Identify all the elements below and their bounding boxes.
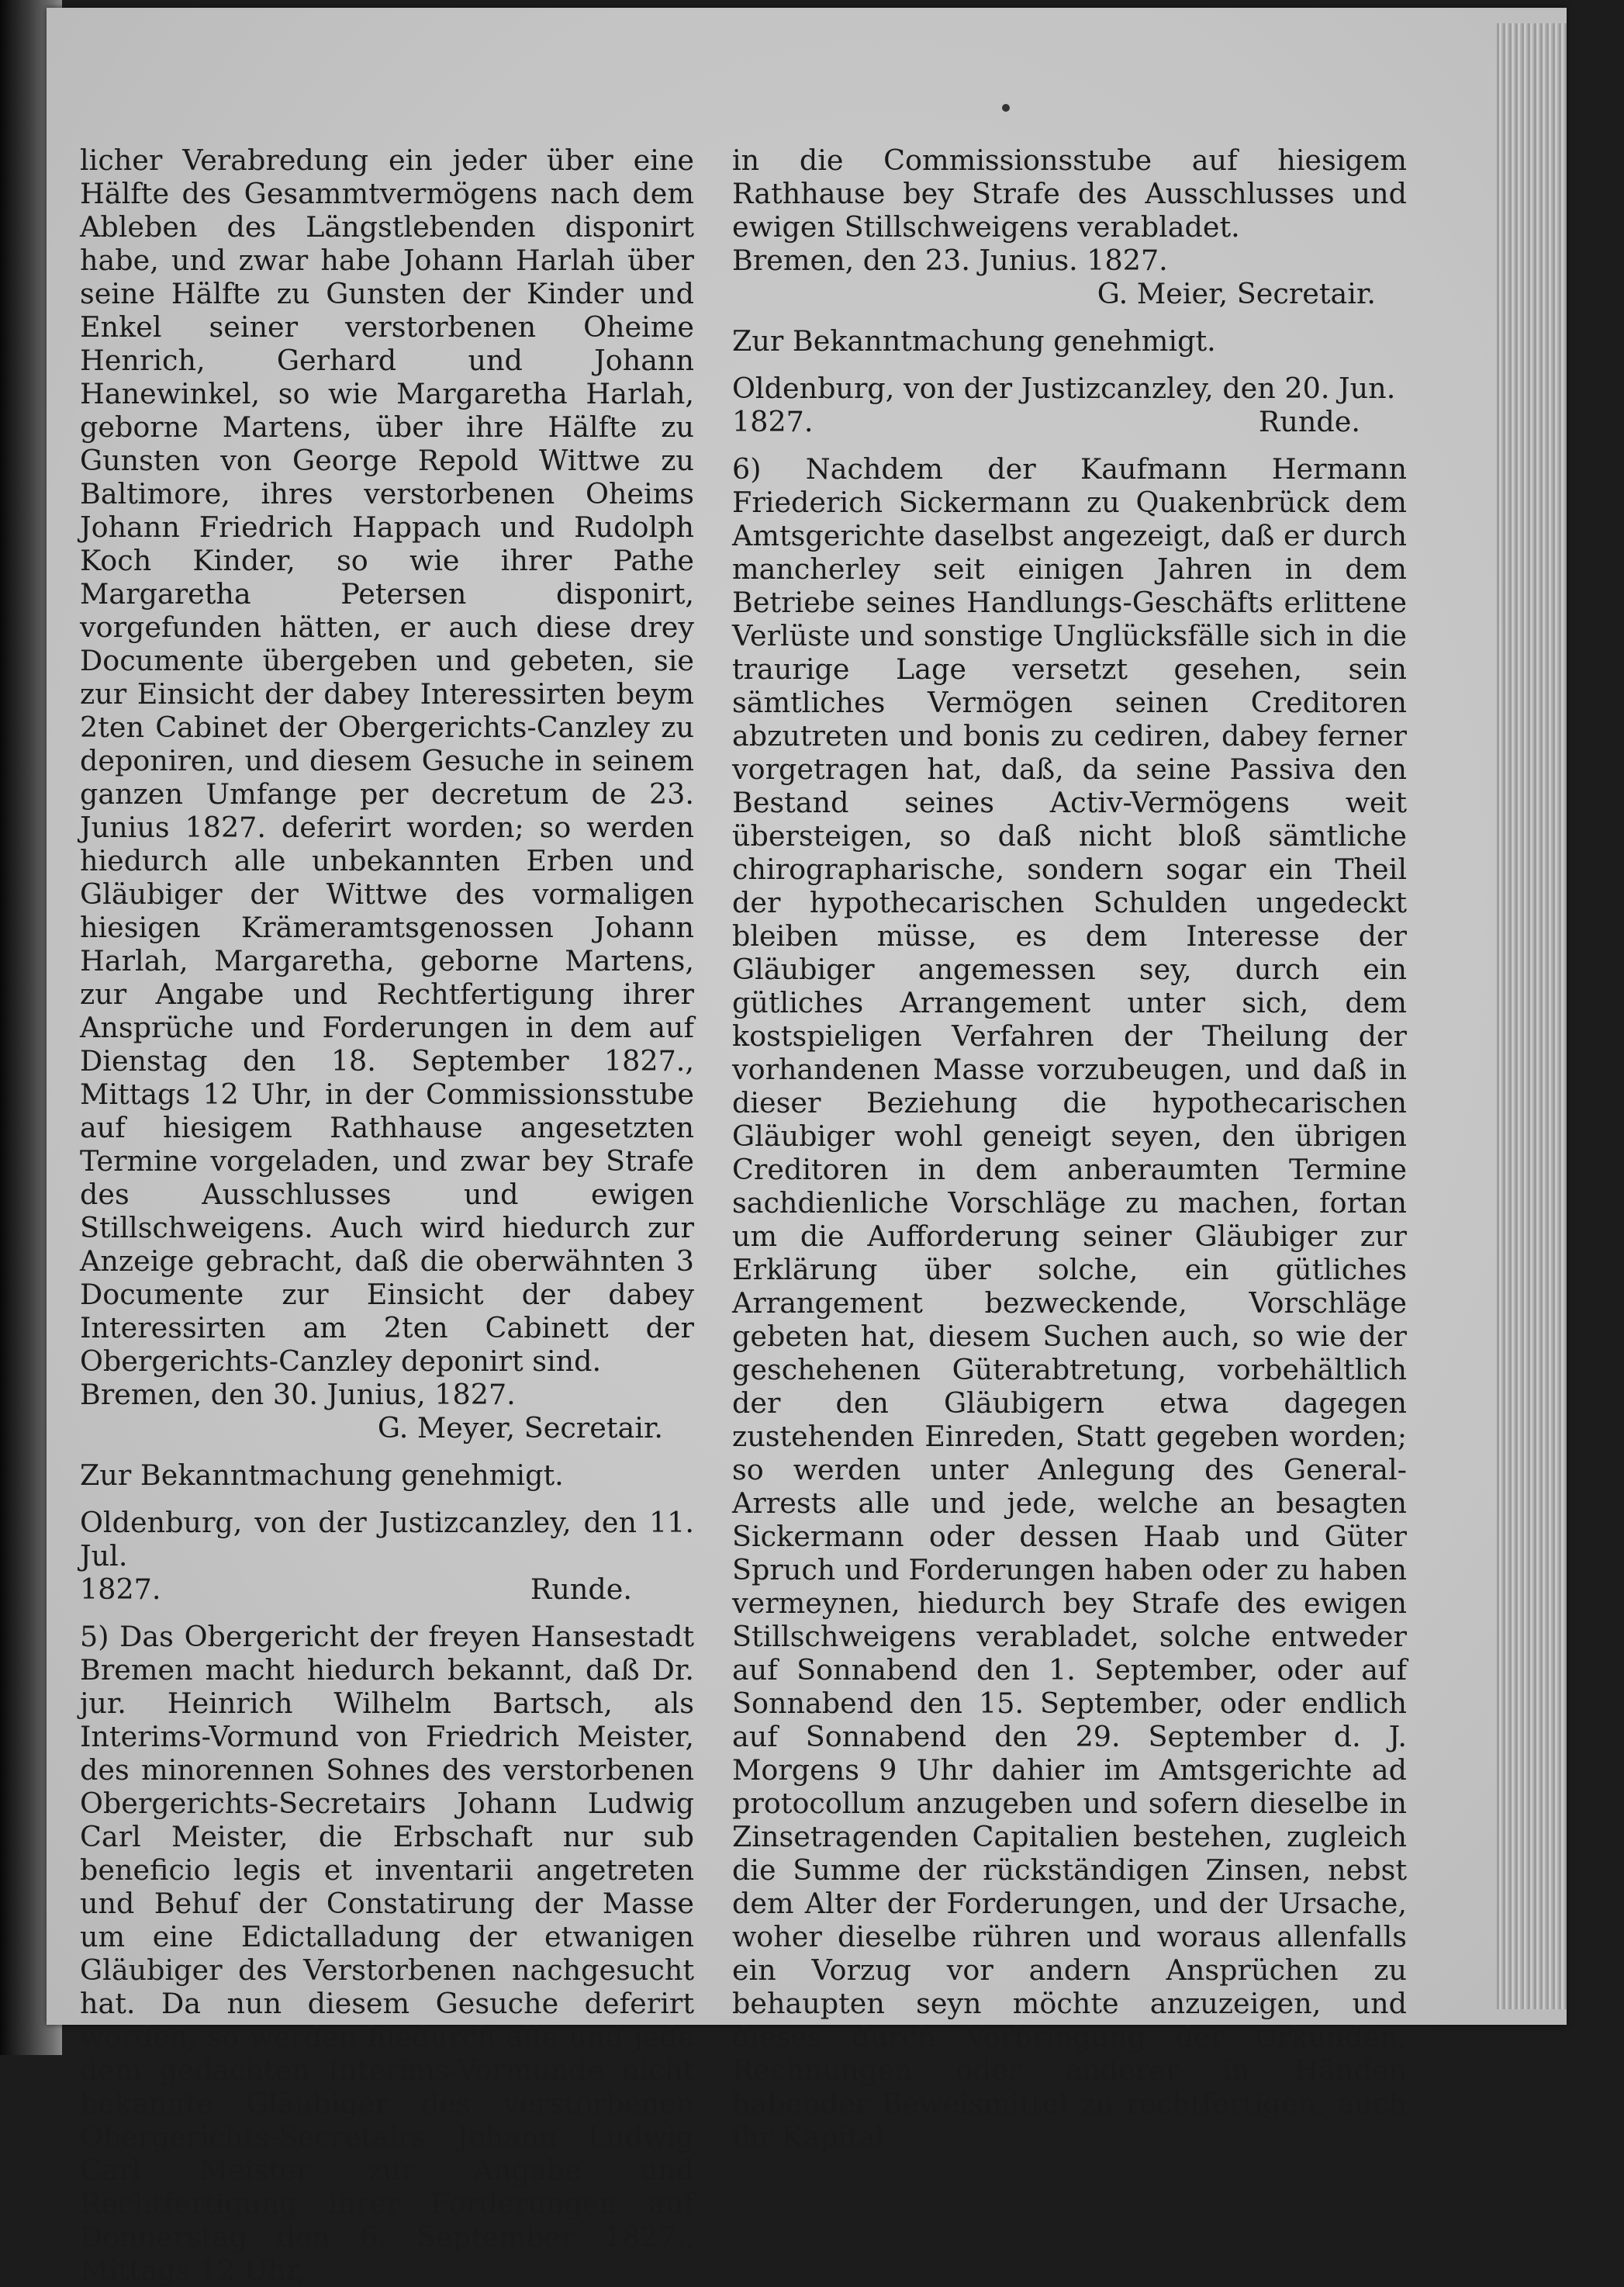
right-place-signer: Runde. bbox=[1258, 405, 1360, 438]
right-place-line: Oldenburg, von der Justizcanzley, den 20. Jun. bbox=[732, 372, 1396, 405]
ink-speck bbox=[1002, 104, 1010, 112]
right-place-year: 1827. bbox=[732, 405, 814, 438]
left-place-signer: Runde. bbox=[530, 1573, 632, 1606]
page-fore-edge bbox=[1497, 23, 1567, 2009]
right-approval: Zur Bekanntmachung genehmigt. bbox=[732, 324, 1216, 358]
left-date-line: Bremen, den 30. Junius, 1827. bbox=[80, 1378, 516, 1411]
right-signer: G. Meier, Secretair. bbox=[1097, 277, 1376, 310]
left-notice-5: 5) Das Obergericht der freyen Hansestadt Bremen macht hiedurch bekannt, daß Dr. jur. Heinrich Wilhelm Bartsch, als Interims-Vormund von Friedrich Meister, des minorennen Sohnes des verstorbenen Obergerichts-Secretairs Johann Ludwig Carl Meister, die Erbschaft nur sub beneficio legis et inventarii angetreten und Behuf der Constatirung der Masse um eine Edictalladung der etwanigen Gläubiger des Verstorbenen nachgesucht hat. Da nun diesem Gesuche deferirt worden, so werden hiedurch alle und jede dem gedachten Interims-Vormunde nicht bekannte Gläubiger des verstorbenen Obergerichts-Secretairs Johann Ludwig Carl Meister zur Angabe und Rechtfertigung ihrer Forderungen auf Donnerstag den 6. September 1827., Mittags 12 Uhr, bbox=[80, 1620, 694, 2287]
left-place-year: 1827. bbox=[80, 1573, 161, 1606]
left-place-row bbox=[80, 1573, 694, 1606]
right-notice-6: 6) Nachdem der Kaufmann Hermann Friederich Sickermann zu Quakenbrück dem Amtsgerichte daselbst angezeigt, daß er durch mancherley seit einigen Jahren in dem Betriebe seines Handlungs-Geschäfts erlittene Verlüste und sonstige Unglücksfälle sich in die traurige Lage versetzt gesehen, sein sämtliches Vermögen seinen Creditoren abzutreten und bonis zu cediren, dabey ferner vorgetragen hat, daß, da seine Passiva den Bestand seines Activ-Vermögens weit übersteigen, so daß nicht bloß sämtliche chirographarische, sondern sogar ein Theil der hypothecarischen Schulden ungedeckt bleiben müsse, es dem Interesse der Gläubiger angemessen sey, durch ein gütliches Arrangement unter sich, dem kostspieligen Verfahren der Theilung der vorhandenen Masse vorzubeugen, und daß in dieser Beziehung die hypothecarischen Gläubiger wohl geneigt seyen, den übrigen Creditoren in dem anberaumten Termine sachdienliche Vorschläge zu machen, fortan um die Aufforderung seiner Gläubiger zur Erklärung über solche, ein gütliches Arrangement bezweckende, Vorschläge gebeten hat, diesem Suchen auch, so wie der geschehenen Güterabtretung, vorbehältlich der den Gläubigern etwa dagegen zustehenden Einreden, Statt gegeben worden; so werden unter Anlegung des General-Arrests alle und jede, welche an besagten Sickermann oder dessen Haab und Güter Spruch und Forderungen haben oder zu haben vermeynen, hiedurch bey Strafe des ewigen Stillschweigens verabladet, solche entweder auf Sonnabend den 1. September, oder auf Sonnabend den 15. September, oder endlich auf Sonnabend den 29. September d. J. Morgens 9 Uhr dahier im Amtsgerichte ad protocollum anzugeben und sofern dieselbe in Zinsetragenden Capitalien bestehen, zugleich die Summe der rückständigen Zinsen, nebst dem Alter der Forderungen, und der Ursache, woher dieselbe rühren und woraus allenfalls ein Vorzug vor andern Ansprüchen zu behaupten seyn möchte anzuzeigen, und dieses durch Vorbringung der Urkunden, Rechnungen oder anderer in Händen habender Beweismittel zu rechtfertigen, auch ihr Kapital bbox=[732, 452, 1407, 2154]
right-place-row bbox=[732, 405, 1407, 438]
right-date-line: Bremen, den 23. Junius. 1827. bbox=[732, 244, 1168, 277]
left-column bbox=[80, 144, 694, 2287]
left-place-line: Oldenburg, von der Justizcanzley, den 11. Jul. bbox=[80, 1506, 694, 1573]
left-paragraph-continued: licher Verabredung ein jeder über eine Hälfte des Gesammtvermögens nach dem Ableben des Längstlebenden disponirt habe, und zwar habe Johann Harlah über seine Hälfte zu Gunsten der Kinder und Enkel seiner verstorbenen Oheime Henrich, Gerhard und Johann Hanewinkel, so wie Margaretha Harlah, geborne Martens, über ihre Hälfte zu Gunsten von George Repold Wittwe zu Baltimore, ihres verstorbenen Oheims Johann Friedrich Happach und Rudolph Koch Kinder, so wie ihrer Pathe Margaretha Petersen disponirt, vorgefunden hätten, er auch diese drey Documente übergeben und gebeten, sie zur Einsicht der dabey Interessirten beym 2ten Cabinet der Obergerichts-Canzley zu deponiren, und diesem Gesuche in seinem ganzen Umfange per decretum de 23. Junius 1827. deferirt worden; so werden hiedurch alle unbekannten Erben und Gläubiger der Wittwe des vormaligen hiesigen Krämeramtsgenossen Johann Harlah, Margaretha, geborne Martens, zur Angabe und Rechtfertigung ihrer Ansprüche und Forderungen in dem auf Dienstag den 18. September 1827., Mittags 12 Uhr, in der Commissionsstube auf hiesigem Rathhause angesetzten Termine vorgeladen, und zwar bey Strafe des Ausschlusses und ewigen Stillschweigens. Auch wird hiedurch zur Anzeige gebracht, daß die oberwähnten 3 Documente zur Einsicht der dabey Interessirten am 2ten Cabinett der Obergerichts-Canzley deponirt sind. bbox=[80, 144, 694, 1378]
left-approval: Zur Bekanntmachung genehmigt. bbox=[80, 1458, 564, 1492]
right-paragraph-continued: in die Commissionsstube auf hiesigem Rathhause bey Strafe des Ausschlusses und ewigen Stillschweigens verabladet. bbox=[732, 144, 1407, 244]
right-column bbox=[732, 144, 1407, 2154]
left-signer: G. Meyer, Secretair. bbox=[377, 1411, 663, 1445]
